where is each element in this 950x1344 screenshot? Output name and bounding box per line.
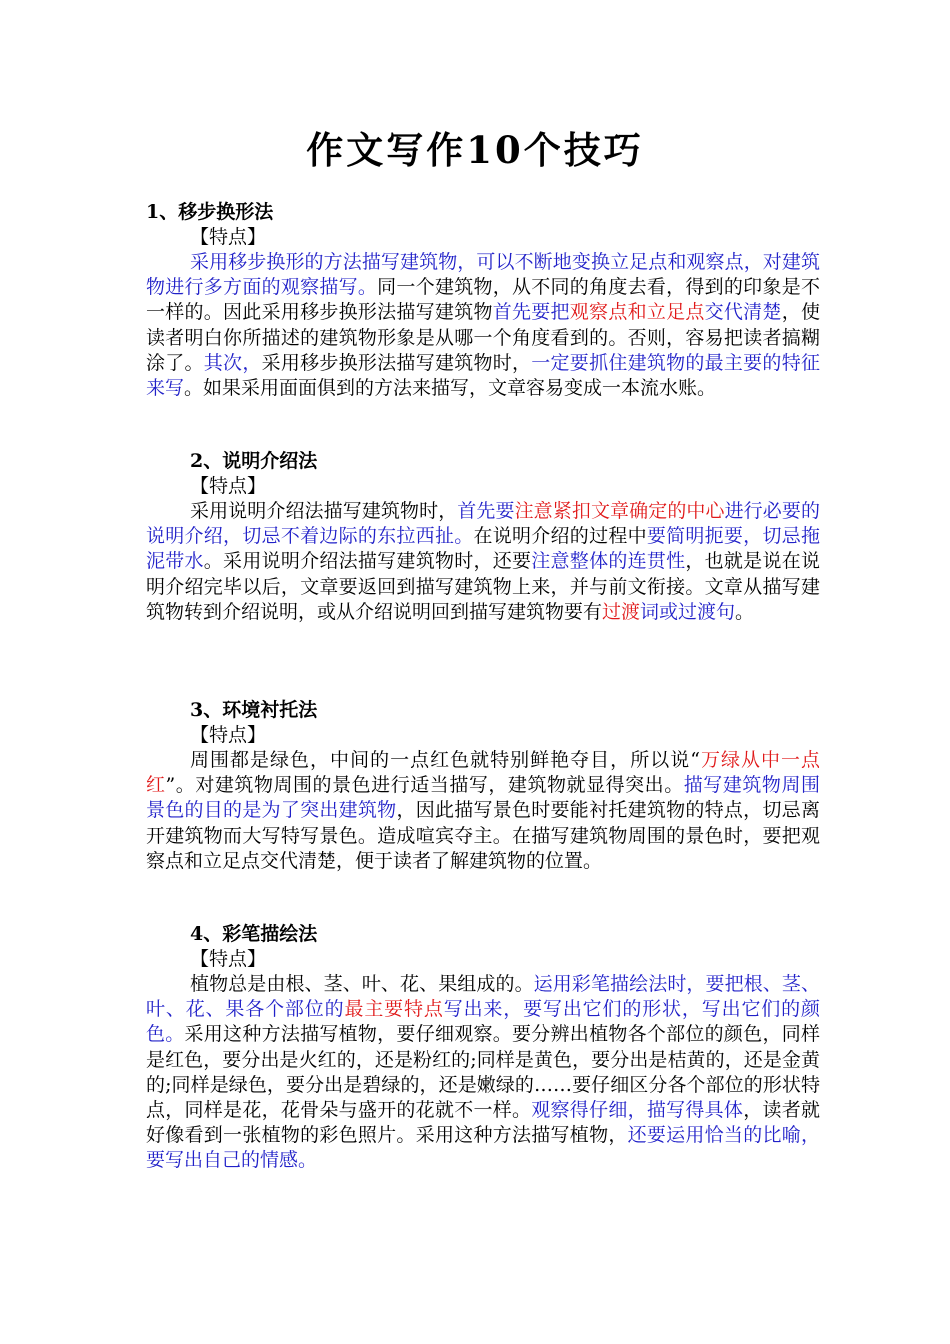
text-run: 运用彩笔描绘法时，要把根、茎、叶、花、果各个部位的	[146, 973, 820, 1021]
text-run: 还要运用恰当的比喻，要写出自己的情感。	[146, 1124, 820, 1172]
text-run: ，读者就好像看到一张植物的彩色照片。采用这种方法描写植物，	[146, 1099, 820, 1147]
text-run: ，使读者明白你所描述的建筑物形象是从哪一个角度看到的。否则，容易把读者搞糊涂了。	[146, 301, 820, 374]
text-run: 植物总是由根、茎、叶、花、果组成的。	[190, 973, 534, 995]
section-heading: 2、说明介绍法	[190, 450, 318, 472]
text-run: ”。对建筑物周围的景色进行适当描写，建筑物就显得突出。	[165, 774, 684, 797]
text-run: 交代清楚	[704, 301, 782, 324]
text-run: 进行必要的说明介绍，切忌不着边际的东拉西扯。	[146, 500, 820, 548]
section-3	[146, 698, 820, 874]
text-run: ，也就是说在说明介绍完毕以后，文章要返回到描写建筑物上来，并与前文衔接。文章从描写建筑物转到介绍说明，或从介绍说明回到描写建筑物要有	[146, 550, 820, 623]
text-run: 最主要特点	[344, 998, 444, 1021]
text-run: 。	[735, 600, 755, 623]
text-run: 采用移步换形法描写建筑物时，	[261, 351, 532, 374]
text-run: 描写建筑物周围景色的目的是为了突出建筑物	[146, 774, 820, 822]
feature-label: 【特点】	[190, 475, 267, 497]
text-run: 观察得仔细，描写得具体	[531, 1099, 744, 1122]
section-4	[146, 922, 820, 1174]
document-title: 作文写作10个技巧	[306, 128, 644, 172]
section-heading: 4、彩笔描绘法	[190, 923, 318, 945]
text-run: 首先要把	[492, 301, 570, 324]
section-paragraph	[146, 972, 820, 1174]
section-heading: 1、移步换形法	[146, 201, 274, 223]
text-run: 采用移步换形的方法描写建筑物，可以不断地变换立足点和观察点，对建筑物进行多方面的观察描写。	[146, 251, 820, 299]
text-run: 写出来，要写出它们的形状，写出它们的颜色。	[146, 998, 820, 1046]
section-paragraph	[146, 499, 820, 625]
text-run: 。如果采用面面俱到的方法来描写，文章容易变成一本流水账。	[184, 377, 717, 400]
feature-label: 【特点】	[190, 948, 267, 970]
text-run: ，因此描写景色时要能衬托建筑物的特点，切忌离开建筑物而大写特写景色。造成喧宾夺主。在描写建筑物周围的景色时，要把观察点和立足点交代清楚，便于读者了解建筑物的位置。	[146, 799, 820, 872]
feature-label: 【特点】	[190, 724, 267, 746]
section-paragraph	[146, 250, 820, 401]
section-2	[146, 449, 820, 625]
text-run: 注意整体的连贯性	[531, 550, 686, 573]
text-run: 一定要抓住建筑物的最主要的特征来写	[146, 351, 820, 400]
text-run: 周围都是绿色，中间的一点红色就特别鲜艳夺目，所以说“	[190, 749, 700, 771]
text-run: 注意紧扣文章确定的中心	[514, 500, 725, 522]
text-run: 同一个建筑物，从不同的角度去看，得到的印象是不一样的。因此采用移步换形法描写建筑物	[146, 276, 820, 324]
text-run: 首先要	[457, 500, 515, 522]
text-run: 词或过渡句	[640, 600, 736, 623]
section-paragraph	[146, 748, 820, 874]
section-1	[146, 200, 820, 401]
section-heading: 3、环境衬托法	[190, 699, 318, 721]
text-run: 万绿从中一点红	[146, 749, 820, 797]
feature-label: 【特点】	[190, 226, 267, 248]
text-run: 采用这种方法描写植物，要仔细观察。要分辨出植物各个部位的颜色，同样是红色，要分出是火红的，还是粉红的;同样是黄色，要分出是桔黄的，还是金黄的;同样是绿色，要分出是碧绿的，还是嫩绿的……要仔细区分各个部位的形状特点，同样是花，花骨朵与盛开的花就不一样。	[146, 1023, 820, 1122]
text-run: 。采用说明介绍法描写建筑物时，还要	[203, 550, 532, 573]
text-run: 观察点和立足点	[569, 301, 705, 324]
text-run: 过渡	[602, 600, 641, 623]
text-run: 在说明介绍的过程中	[473, 525, 647, 548]
text-run: 其次，	[203, 351, 262, 374]
text-run: 采用说明介绍法描写建筑物时，	[190, 500, 458, 522]
text-run: 要简明扼要，切忌拖泥带水	[146, 525, 820, 573]
